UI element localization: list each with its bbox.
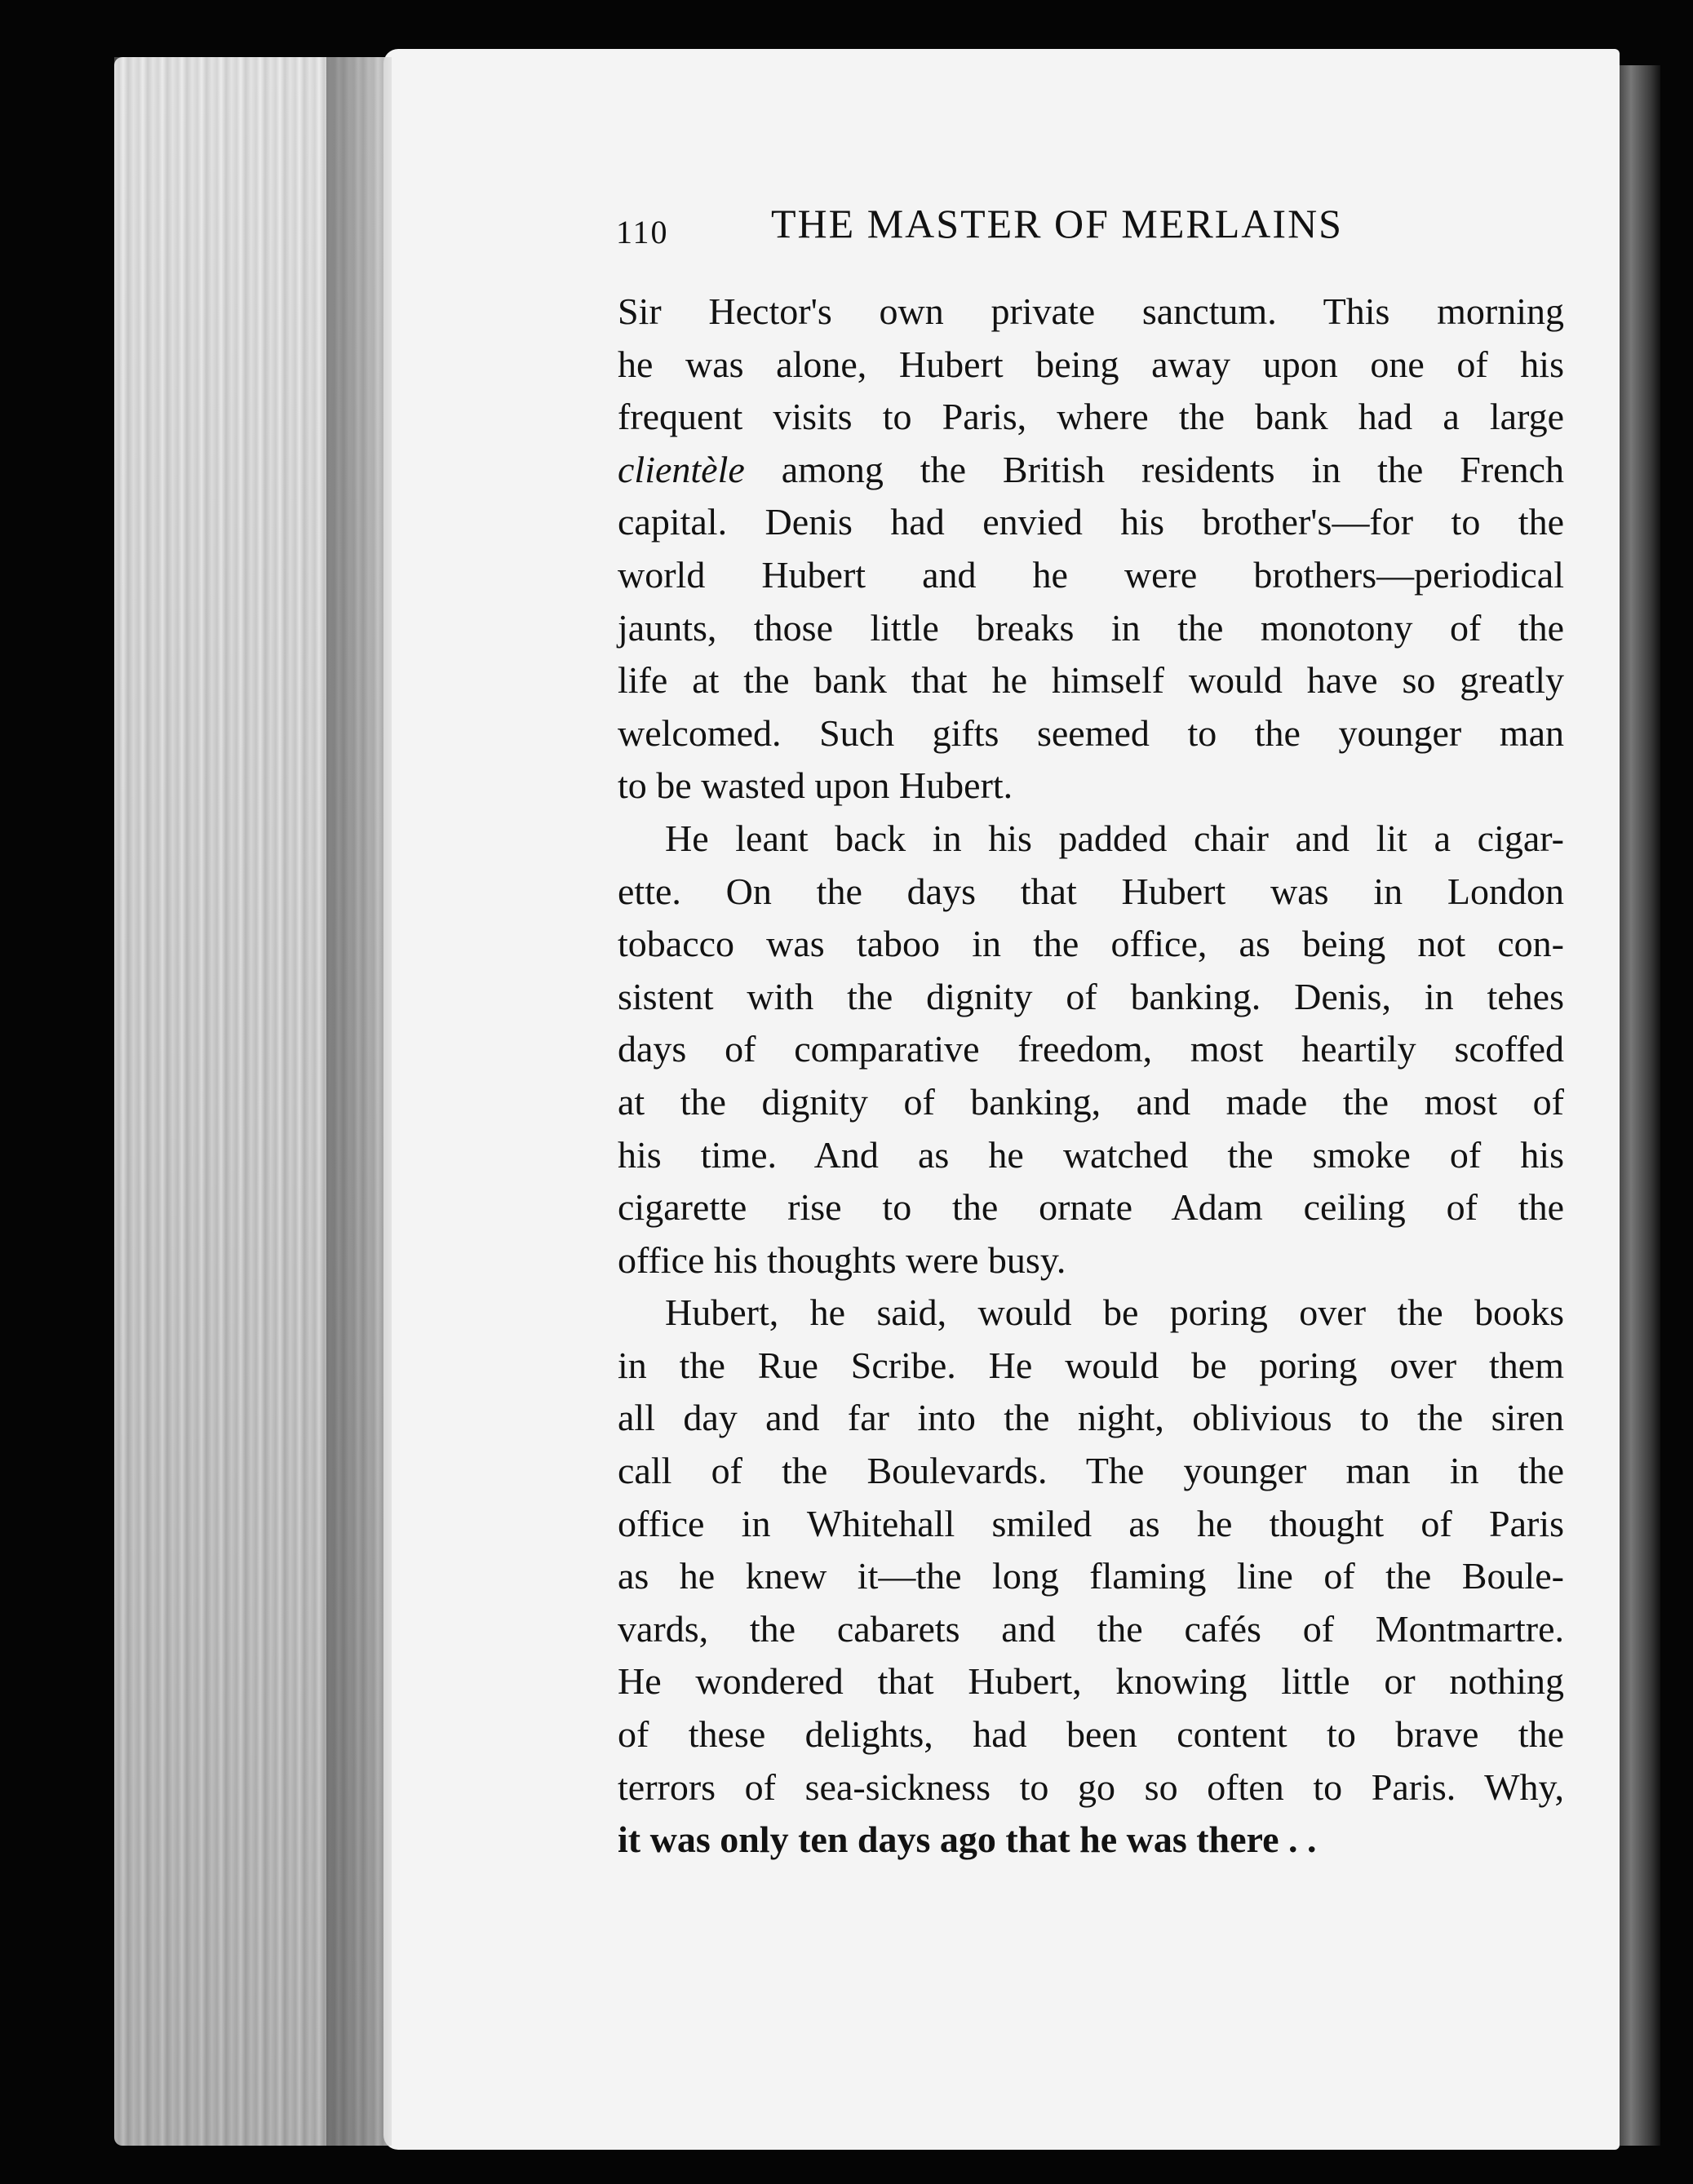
text-line: call of the Boulevards. The younger man in the bbox=[618, 1450, 1564, 1492]
text-line: He leant back in his padded chair and lit a cigar- bbox=[665, 817, 1564, 859]
text-line: cigarette rise to the ornate Adam ceiling of the bbox=[618, 1186, 1564, 1229]
text-line: world Hubert and he were brothers—periodical bbox=[618, 553, 1564, 596]
text-line: Sir Hector's own private sanctum. This morning bbox=[618, 290, 1564, 332]
text-line: frequent visits to Paris, where the bank had a large bbox=[618, 396, 1564, 438]
text-line: office in Whitehall smiled as he thought of Paris bbox=[618, 1502, 1564, 1544]
text-line: capital. Denis had envied his brother's—for to the bbox=[618, 501, 1564, 543]
text-line: as he knew it—the long flaming line of the Boule- bbox=[618, 1555, 1564, 1597]
text-line: clientèle among the British residents in the French bbox=[618, 448, 1564, 490]
text-line: it was only ten days ago that he was there . . bbox=[618, 1819, 1317, 1861]
text-line: office his thoughts were busy. bbox=[618, 1238, 1066, 1281]
page-header bbox=[616, 200, 1432, 265]
text-line: to be wasted upon Hubert. bbox=[618, 764, 1013, 807]
text-line: ette. On the days that Hubert was in London bbox=[618, 870, 1564, 912]
text-line: vards, the cabarets and the cafés of Montmartre. bbox=[618, 1607, 1564, 1650]
body-text bbox=[618, 286, 1564, 1867]
text-line: tobacco was taboo in the office, as being not con- bbox=[618, 923, 1564, 965]
text-line: jaunts, those little breaks in the monotony of the bbox=[618, 606, 1564, 649]
text-line: life at the bank that he himself would have so greatly bbox=[618, 659, 1564, 702]
text-line: in the Rue Scribe. He would be poring over them bbox=[618, 1344, 1564, 1386]
text-line: welcomed. Such gifts seemed to the younger man bbox=[618, 711, 1564, 754]
text-line: terrors of sea-sickness to go so often to Paris. Why, bbox=[618, 1765, 1564, 1808]
page-number: 110 bbox=[616, 214, 669, 250]
text-line: of these delights, had been content to brave the bbox=[618, 1713, 1564, 1756]
text-line: he was alone, Hubert being away upon one of his bbox=[618, 343, 1564, 385]
text-line: sistent with the dignity of banking. Denis, in tehes bbox=[618, 975, 1564, 1017]
text-line: his time. And as he watched the smoke of his bbox=[618, 1133, 1564, 1176]
text-line: all day and far into the night, oblivious to the siren bbox=[618, 1397, 1564, 1439]
text-line: Hubert, he said, would be poring over the books bbox=[665, 1291, 1564, 1334]
italic-word: clientèle bbox=[618, 448, 745, 490]
running-title: THE MASTER OF MERLAINS bbox=[771, 201, 1343, 246]
text-line: He wondered that Hubert, knowing little or nothing bbox=[618, 1660, 1564, 1703]
text-line: days of comparative freedom, most heartily scoffed bbox=[618, 1028, 1564, 1070]
spine-shadow bbox=[326, 57, 392, 2146]
text-line: at the dignity of banking, and made the most of bbox=[618, 1080, 1564, 1123]
